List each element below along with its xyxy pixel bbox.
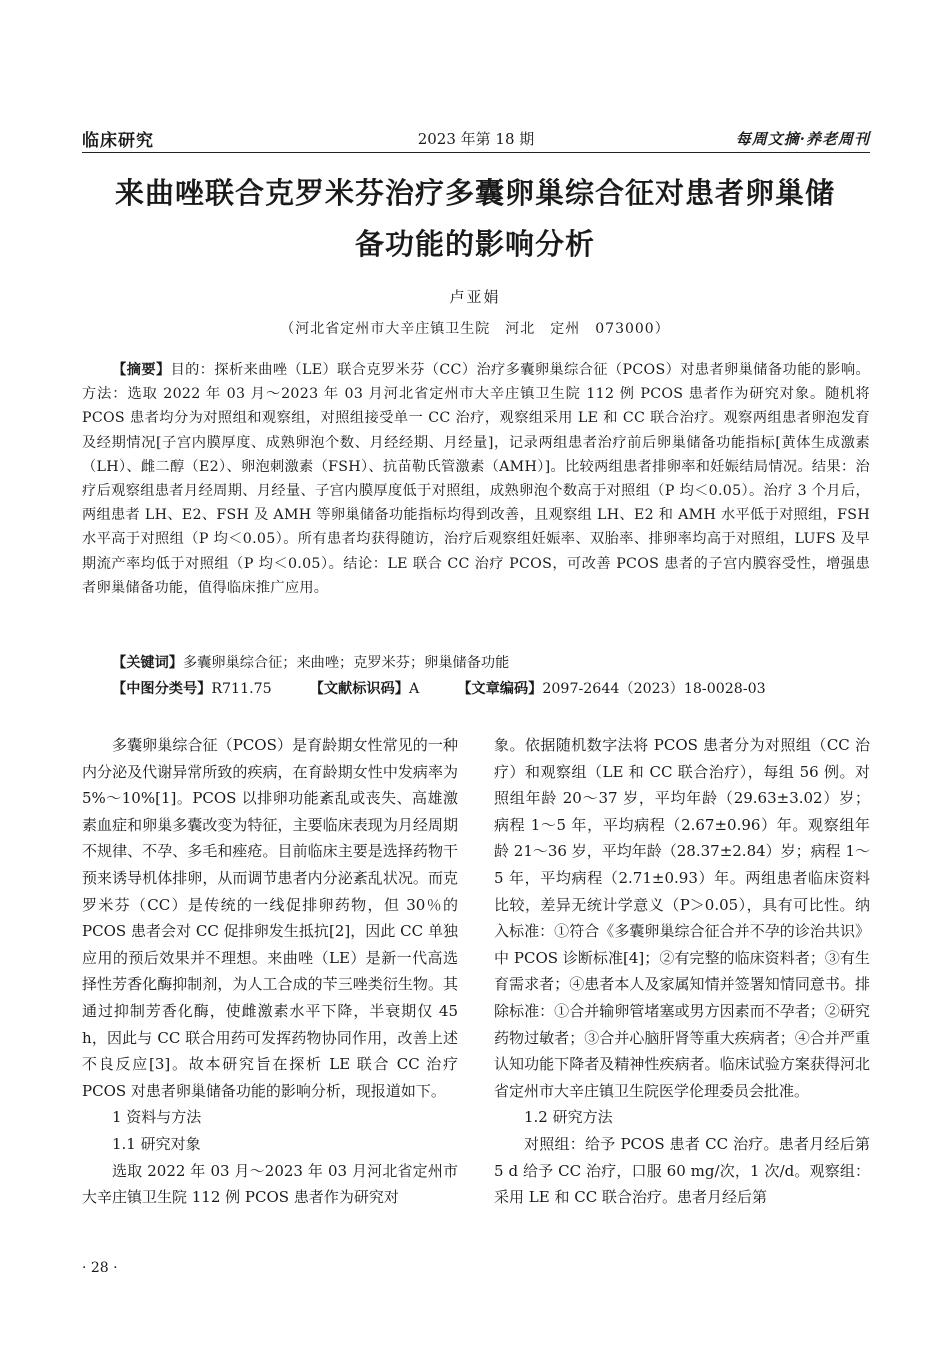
abstract-text: 目的：探析来曲唑（LE）联合克罗米芬（CC）治疗多囊卵巢综合征（PCOS）对患者卵巢储备功能的影响。方法：选取 2022 年 03 月～2023 年 03 月河北省定州市大辛庄镇卫生院 112 例 PCOS 患者作为研究对象。随机将 PCOS 患者均分为对照组和观察组，对照组接受单一 CC 治疗，观察组采用 LE 和 CC 联合治疗。观察两组患者卵泡发育及经期情况[子宫内膜厚度、成熟卵泡个数、月经经期、月经量]，记录两组患者治疗前后卵巢储备功能指标[黄体生成激素（LH）、雌二醇（E2）、卵泡刺激素（FSH）、抗苗勒氏管激素（AMH）]。比较两组患者排卵率和妊娠结局情况。结果：治疗后观察组患者月经周期、月经量、子宫内膜厚度低于对照组，成熟卵泡个数高于对照组（P 均＜0.05）。治疗 3 个月后，两组患者 LH、E2、FSH 及 AMH 等卵巢储备功能指标均得到改善，且观察组 LH、E2 和 AMH 水平低于对照组，FSH 水平高于对照组（P 均＜0.05）。所有患者均获得随访，治疗后观察组妊娠率、双胎率、排卵率均高于对照组，LUFS 及早期流产率均低于对照组（P 均＜0.05）。结论：LE 联合 CC 治疗 PCOS，可改善 PCOS 患者的子宫内膜容受性，增强患者卵巢储备功能，值得临床推广应用。 [82,362,870,596]
body-column-left [82,732,458,1211]
title-line-2: 备功能的影响分析 [354,227,595,261]
title-line-1: 来曲唑联合克罗米芬治疗多囊卵巢综合征对患者卵巢储 [114,176,835,210]
issue-label: 2023 年第 18 期 [417,130,535,148]
abstract-label: 【摘要】 [112,362,171,378]
doc-code-label: 【文献标识码】 [309,681,409,697]
journal-name: 每周文摘·养老周刊 [735,130,870,148]
body-column-right [494,732,870,1211]
article-code-value: 2097-2644（2023）18-0028-03 [542,681,766,697]
methods-paragraph: 对照组：给予 PCOS 患者 CC 治疗。患者月经后第 5 d 给予 CC 治疗，口服 60 mg/次，1 次/d。观察组：采用 LE 和 CC 联合治疗。患者月经后第 [494,1134,870,1207]
page-number: · 28 · [82,1260,118,1276]
clc-label: 【中图分类号】 [112,681,212,697]
intro-paragraph: 多囊卵巢综合征（PCOS）是育龄期女性常见的一种内分泌及代谢异常所致的疾病，在育龄期女性中发病率为 5%～10%[1]。PCOS 以排卵功能紊乱或丧失、高雄激素血症和卵巢多囊改变为特征，主要临床表现为月经周期不规律、不孕、多毛和痤疮。目前临床主要是选择药物干预来诱导机体排卵，从而调节患者内分泌紊乱状况。而克罗米芬（CC）是传统的一线促排卵药物，但 30％的 PCOS 患者会对 CC 促排卵发生抵抗[2]，因此 CC 单独应用的预后效果并不理想。来曲唑（LE）是新一代高选择性芳香化酶抑制剂，为人工合成的苄三唑类衍生物。其通过抑制芳香化酶，使雌激素水平下降，半衰期仅 45 h，因此与 CC 联合用药可发挥药物协同作用，改善上述不良反应[3]。故本研究旨在探析 LE 联合 CC 治疗 PCOS 对患者卵巢储备功能的影响分析，现报道如下。 [82,736,458,1100]
article-code-label: 【文章编码】 [457,681,543,697]
keywords-text: 多囊卵巢综合征；来曲唑；克罗米芬；卵巢储备功能 [182,655,510,671]
author-affiliation: （河北省定州市大辛庄镇卫生院 河北 定州 073000） [280,321,670,337]
subsection-heading-1-2: 1.2 研究方法 [524,1108,613,1127]
keywords-label: 【关键词】 [112,655,183,671]
running-header [82,122,870,153]
classification-line [82,678,870,698]
section-label: 临床研究 [82,131,154,151]
keywords-line [82,652,870,672]
subjects-paragraph-start: 选取 2022 年 03 月～2023 年 03 月河北省定州市大辛庄镇卫生院 112 例 PCOS 患者作为研究对 [82,1161,458,1207]
subjects-paragraph-cont: 象。依据随机数字法将 PCOS 患者分为对照组（CC 治疗）和观察组（LE 和 CC 联合治疗），每组 56 例。对照组年龄 20～37 岁，平均年龄（29.63±3.02）岁；病程 1～5 年，平均病程（2.67±0.96）年。观察组年龄 21～36 岁，平均年龄（28.37±2.84）岁；病程 1～5 年，平均病程（2.71±0.93）年。两组患者临床资料比较，差异无统计学意义（P＞0.05），具有可比性。纳入标准：①符合《多囊卵巢综合征合并不孕的诊治共识》中 PCOS 诊断标准[4]；②有完整的临床资料者；③有生育需求者；④患者本人及家属知情并签署知情同意书。排除标准：①合并输卵管堵塞或男方因素而不孕者；②研究药物过敏者；③合并心脑肝肾等重大疾病者；④合并严重认知功能下降者及精神性疾病者。临床试验方案获得河北省定州市大辛庄镇卫生院医学伦理委员会批准。 [494,736,870,1100]
clc-value: R711.75 [211,681,272,697]
article-title [70,168,880,270]
subsection-heading-1-1: 1.1 研究对象 [112,1134,201,1153]
section-heading-1: 1 资料与方法 [112,1108,202,1127]
doc-code-value: A [408,681,420,697]
author-name: 卢亚娟 [449,288,501,306]
abstract-block [82,358,870,600]
